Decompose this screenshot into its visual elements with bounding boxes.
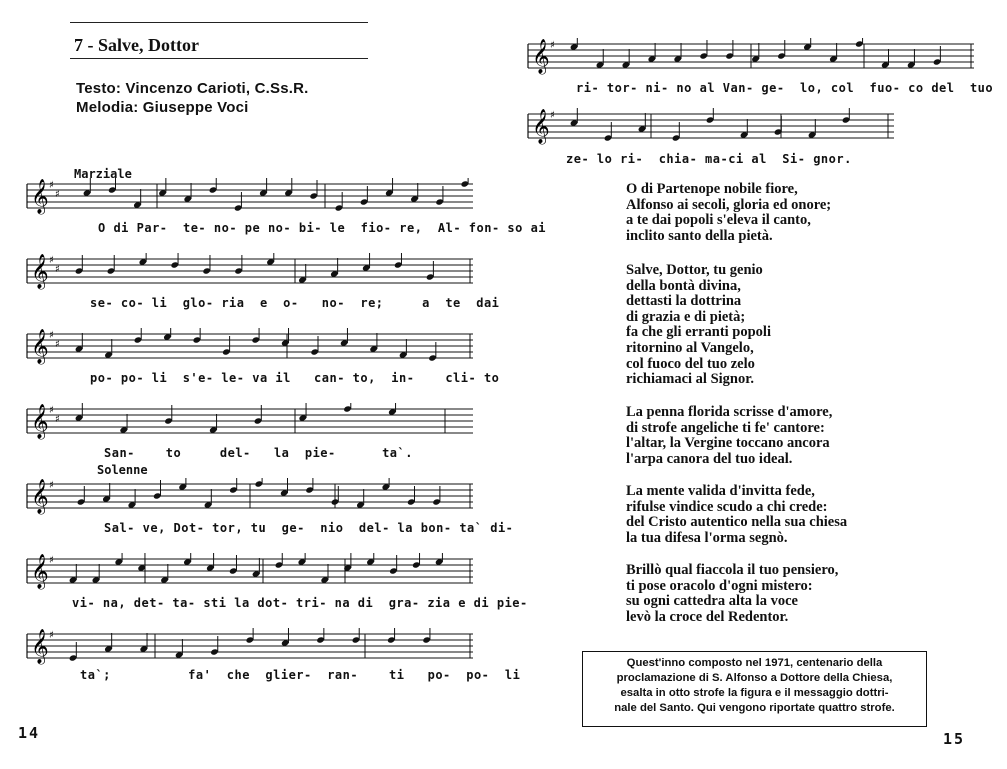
treble-clef-icon: 𝄞 <box>532 109 550 144</box>
sharp-icon: ♯ <box>49 405 54 416</box>
text-credit: Testo: Vincenzo Carioti, C.Ss.R. <box>76 80 309 97</box>
music-staff-left-2 <box>25 253 475 293</box>
music-staff-right-2 <box>526 108 896 148</box>
time-signature <box>65 185 67 198</box>
music-staff-left-5 <box>25 478 475 518</box>
sharp-icon: ♯ <box>55 339 60 350</box>
sharp-icon: ♯ <box>49 555 54 566</box>
sharp-icon: ♯ <box>49 480 54 491</box>
stanza-5: Brillò qual fiaccola il tuo pensiero, ti pose oracolo d'ogni mistero: su ogni cattedra alta la voce levò la croce del Redentor. <box>626 562 839 625</box>
sharp-icon: ♯ <box>49 330 54 341</box>
sharp-icon: ♯ <box>49 180 54 191</box>
sharp-icon: ♯ <box>55 414 60 425</box>
staff-lines <box>27 184 473 208</box>
music-staff-left-4 <box>25 403 475 443</box>
song-title: 7 - Salve, Dottor <box>74 35 199 55</box>
treble-clef-icon: 𝄞 <box>31 329 49 364</box>
note-line: esalta in otto strofe la figura e il messaggio dottri- <box>620 687 889 699</box>
music-staff-right-1 <box>526 38 976 78</box>
staff-lines <box>27 259 473 283</box>
composition-note-box <box>582 651 927 727</box>
note-line: nale del Santo. Qui vengono riportate quattro strofe. <box>614 702 895 714</box>
treble-clef-icon: 𝄞 <box>31 554 49 589</box>
tempo-marking-marziale: Marziale <box>74 167 132 181</box>
stanza-3: La penna florida scrisse d'amore, di strofe angeliche ti fe' cantore: l'altar, la Vergine toccano ancora l'arpa canora del tuo ideal. <box>626 404 833 467</box>
title-rule-bottom <box>70 58 368 59</box>
treble-clef-icon: 𝄞 <box>31 254 49 289</box>
music-staff-left-6 <box>25 553 475 593</box>
page-number-right: 15 <box>943 730 966 748</box>
lyrics-line-8: ri- tor- ni- no al Van- ge- lo, col fuo- co del tuo <box>576 81 994 95</box>
sharp-icon: ♯ <box>49 630 54 641</box>
treble-clef-icon: 𝄞 <box>31 404 49 439</box>
lyrics-line-5: Sal- ve, Dot- tor, tu ge- nio del- la bon- ta` di- <box>104 521 514 535</box>
lyrics-line-2: se- co- li glo- ria e o- no- re; a te dai <box>90 296 500 310</box>
treble-clef-icon: 𝄞 <box>31 629 49 664</box>
music-staff-left-3 <box>25 328 475 368</box>
sharp-icon: ♯ <box>49 255 54 266</box>
lyrics-line-3: po- po- li s'e- le- va il can- to, in- cli- to <box>90 371 500 385</box>
sharp-icon: ♯ <box>55 264 60 275</box>
music-staff-left-1 <box>25 178 475 218</box>
stanza-4: La mente valida d'invitta fede, rifulse vindice scudo a chi crede: del Cristo autentico nella sua chiesa la tua difesa l'orma segnò. <box>626 483 848 546</box>
stanza-2: Salve, Dottor, tu genio della bontà divina, dettasti la dottrina di grazia e di pietà; fa che gli erranti popoli ritornino al Vangelo, col fuoco del tuo zelo richiamaci al Signor. <box>626 262 771 388</box>
sharp-icon: ♯ <box>55 189 60 200</box>
page-number-left: 14 <box>18 724 41 742</box>
title-rule-top <box>70 22 368 23</box>
staff-lines <box>27 409 473 433</box>
sharp-icon: ♯ <box>550 110 555 121</box>
time-signature <box>59 485 61 498</box>
lyrics-line-9: ze- lo ri- chia- ma-ci al Si- gnor. <box>566 152 852 166</box>
lyrics-line-6: vi- na, det- ta- sti la dot- tri- na di gra- zia e di pie- <box>72 596 528 610</box>
lyrics-line-7: ta`; fa' che glier- ran- ti po- po- li <box>80 668 521 682</box>
melody-credit: Melodia: Giuseppe Voci <box>76 99 249 116</box>
lyrics-line-4: San- to del- la pie- ta`. <box>104 446 413 460</box>
treble-clef-icon: 𝄞 <box>532 39 550 74</box>
treble-clef-icon: 𝄞 <box>31 179 49 214</box>
note-line: proclamazione di S. Alfonso a Dottore della Chiesa, <box>616 672 893 684</box>
lyrics-line-1: O di Par- te- no- pe no- bi- le fio- re, Al- fon- so ai <box>98 221 547 235</box>
treble-clef-icon: 𝄞 <box>31 479 49 514</box>
note-line: Quest'inno composto nel 1971, centenario della <box>626 657 883 669</box>
tempo-marking-solenne: Solenne <box>97 463 148 477</box>
stanza-1: O di Partenope nobile fiore, Alfonso ai secoli, gloria ed onore; a te dai popoli s'eleva il canto, inclito santo della pietà. <box>626 181 832 244</box>
music-staff-left-7 <box>25 628 475 668</box>
sharp-icon: ♯ <box>550 40 555 51</box>
